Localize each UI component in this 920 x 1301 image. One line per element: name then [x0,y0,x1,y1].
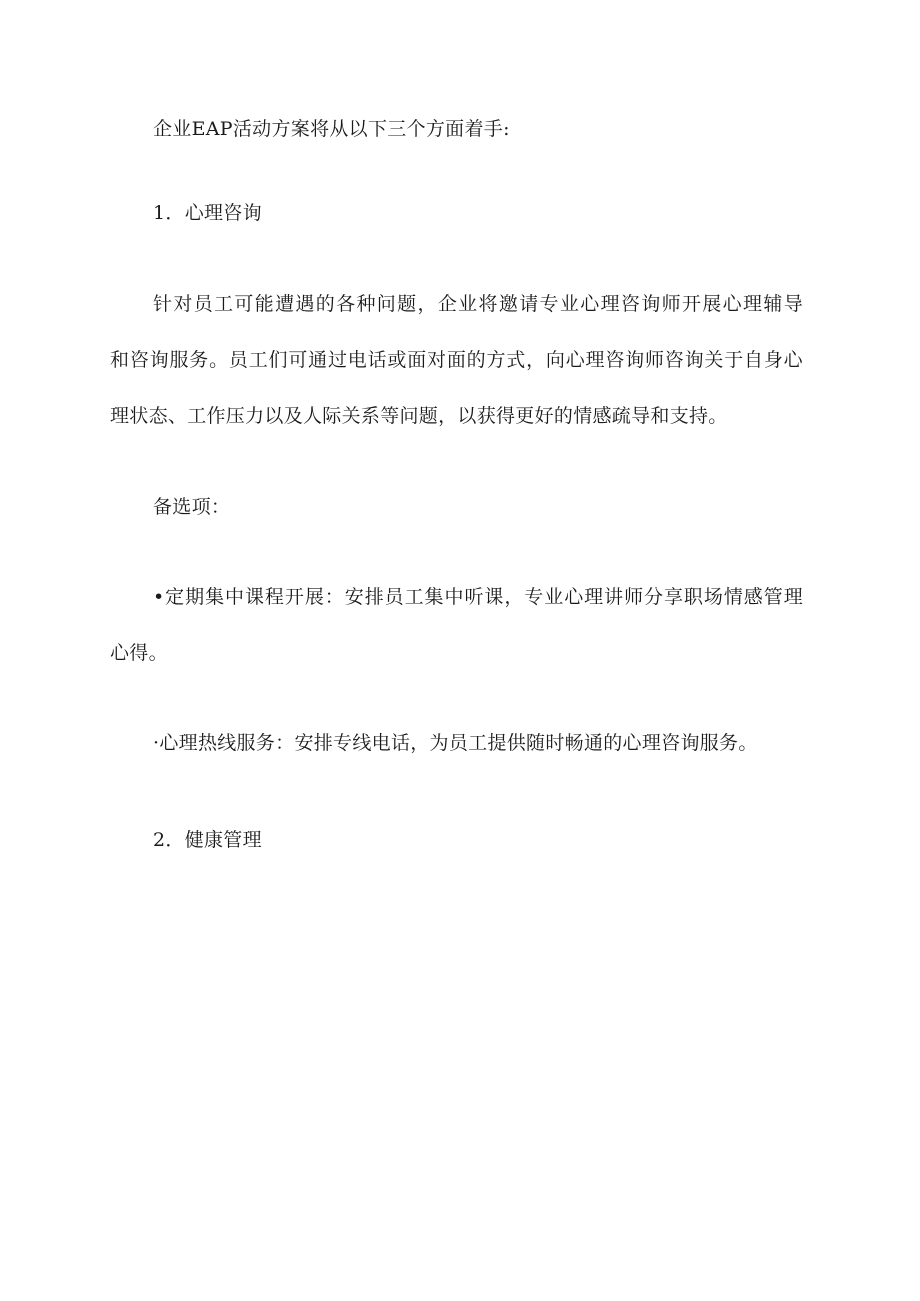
options-label: 备选项： [153,496,231,518]
section1-para-line-3: 理状态、工作压力以及人际关系等问题，以获得更好的情感疏导和支持。 [110,405,728,427]
section1-para-line-1: 针对员工可能遭遇的各种问题，企业将邀请专业心理咨询师开展心理辅导 [153,293,803,315]
section1-heading: 1．心理咨询 [153,202,262,224]
intro-text: 企业EAP活动方案将从以下三个方面着手: [153,118,510,140]
section1-para-line-2: 和咨询服务。员工们可通过电话或面对面的方式，向心理咨询师咨询关于自身心 [110,349,803,371]
option1-line-2: 心得。 [110,642,168,664]
section2-heading: 2．健康管理 [153,829,262,851]
option1-line-1: •定期集中课程开展：安排员工集中听课，专业心理讲师分享职场情感管理 [153,586,803,608]
option2-text: ·心理热线服务：安排专线电话，为员工提供随时畅通的心理咨询服务。 [153,732,758,754]
